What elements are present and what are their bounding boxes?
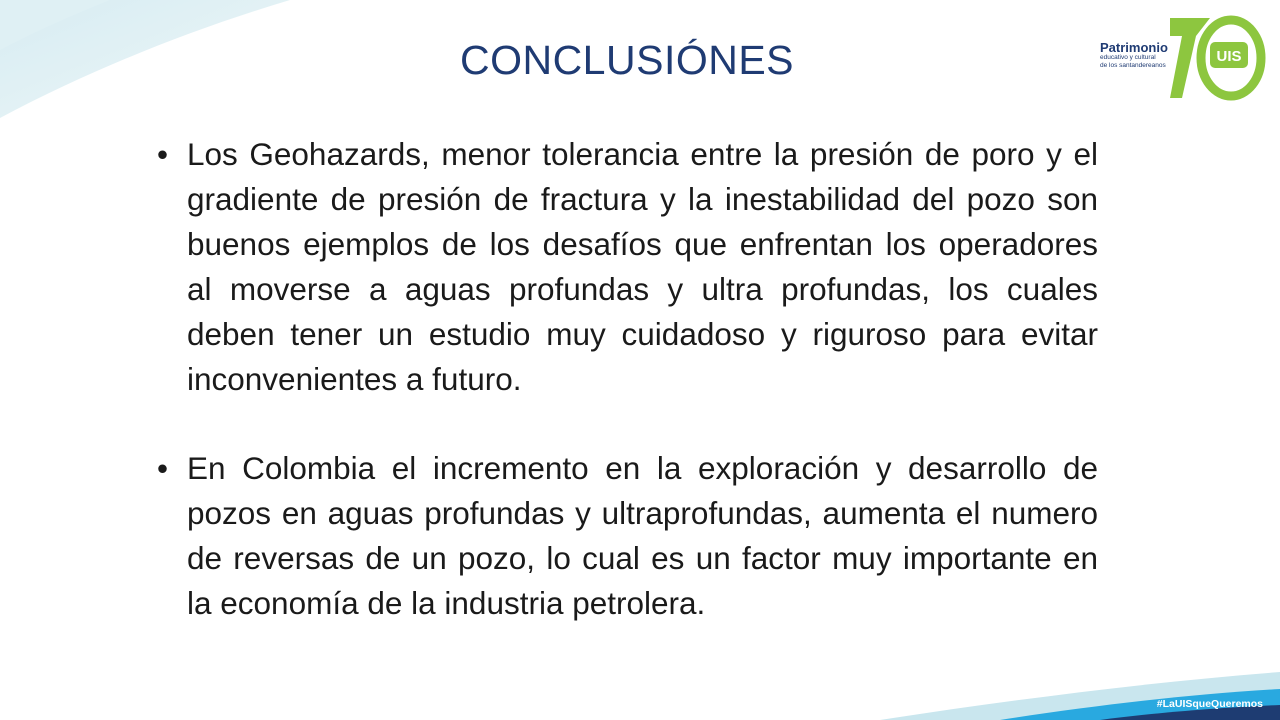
logo-text <box>1100 41 1168 69</box>
logo-badge-text: UIS <box>1216 48 1242 65</box>
bullet-item <box>157 132 1098 402</box>
hashtag-footer: #LaUISqueQueremos <box>1156 698 1263 710</box>
bullet-list <box>157 132 1098 626</box>
bullet-text: Los Geohazards, menor tolerancia entre la presión de poro y el gradiente de presión de fractura y la inestabilidad del pozo son buenos ejemplos de los desafíos que enfrentan los operadores al moverse a aguas profundas y ultra profundas, los cuales deben tener un estudio muy cuidadoso y riguroso para evitar inconvenientes a futuro. <box>187 136 1098 397</box>
slide-title: CONCLUSIÓNES <box>459 37 795 83</box>
bullet-item <box>157 446 1098 626</box>
logo-line-2: educativo y cultural <box>1100 54 1156 61</box>
logo-line-3: de los santandereanos <box>1100 61 1166 69</box>
bullet-icon: • <box>157 136 169 172</box>
logo-line-1: Patrimonio <box>1100 40 1168 55</box>
bullet-text: En Colombia el incremento en la exploración y desarrollo de pozos en aguas profundas y ultraprofundas, aumenta el numero de reversas de un pozo, lo cual es un factor muy importante en la economía de la industria petrolera. <box>187 450 1098 621</box>
uis-70-anniversary-logo <box>1098 14 1268 104</box>
bullet-icon: • <box>157 450 169 486</box>
